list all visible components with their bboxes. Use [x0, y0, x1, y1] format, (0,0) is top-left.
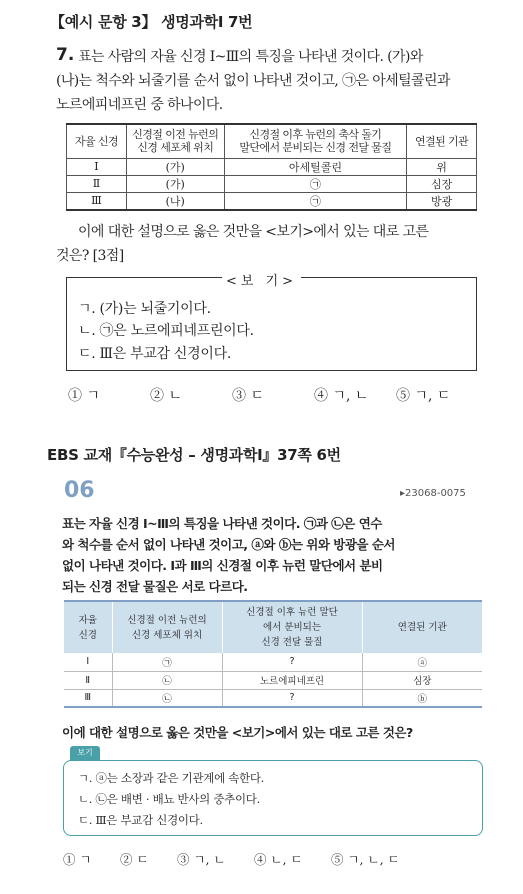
table-row	[64, 671, 482, 689]
autonomic-nerve-table-2	[64, 600, 482, 708]
table-cell: 아세틸콜린	[224, 158, 407, 175]
table-row	[64, 653, 482, 671]
table-cell: ⓐ	[362, 653, 482, 671]
table-cell: (가)	[126, 158, 224, 175]
table1-header-cell-body: 신경절 이전 뉴런의 신경 세포체 위치	[126, 124, 224, 158]
bogi2-item-3: ㄷ. Ⅲ은 부교감 신경이다.	[78, 813, 203, 827]
autonomic-nerve-table-1	[66, 123, 477, 211]
table-cell: Ⅰ	[64, 653, 112, 671]
prompt-line-2: 것은? [3점]	[56, 248, 124, 264]
table-cell: ?	[222, 689, 362, 707]
table-cell: (가)	[126, 175, 224, 192]
table-cell: ㉠	[224, 175, 407, 192]
answer-option-2[interactable]: ② ㄴ	[150, 388, 182, 404]
table-row	[67, 175, 477, 192]
problem-number: 06	[64, 478, 95, 503]
table2-header-cell-body: 신경절 이전 뉴런의 신경 세포체 위치	[112, 601, 222, 653]
table-cell: ㉠	[224, 192, 407, 210]
bogi-item-1: ㄱ. (가)는 뇌줄기이다.	[78, 301, 211, 317]
table-cell: Ⅱ	[64, 671, 112, 689]
answer-option-4[interactable]: ④ ㄱ, ㄴ	[314, 388, 369, 404]
prompt-line-1: 이에 대한 설명으로 옳은 것만을 <보기>에서 있는 대로 고른	[78, 224, 429, 240]
answer-option-4[interactable]: ④ ㄴ, ㄷ	[254, 852, 303, 867]
table-cell: (나)	[126, 192, 224, 210]
question-line-3: 노르에피네프린 중 하나이다.	[56, 97, 223, 113]
problem-line-4: 되는 신경 전달 물질은 서로 다르다.	[62, 579, 248, 594]
answer-option-2[interactable]: ② ㄷ	[120, 852, 149, 867]
question-line-2: (나)는 척수와 뇌줄기를 순서 없이 나타낸 것이고, ㉠은 아세틸콜린과	[56, 73, 450, 89]
problem-prompt: 이에 대한 설명으로 옳은 것만을 <보기>에서 있는 대로 고른 것은?	[62, 725, 413, 740]
table-row	[67, 192, 477, 210]
ebs-heading: EBS 교재『수능완성 – 생명과학Ⅰ』37쪽 6번	[47, 446, 341, 464]
table1-header-nerve: 자율 신경	[67, 124, 127, 158]
table-cell: 방광	[407, 192, 477, 210]
bogi-label: 보기	[70, 746, 100, 760]
table-cell: Ⅱ	[67, 175, 127, 192]
answer-option-5[interactable]: ⑤ ㄱ, ㄷ	[396, 388, 451, 404]
table1-header-organ: 연결된 기관	[407, 124, 477, 158]
table-cell: 위	[407, 158, 477, 175]
bogi2-item-2: ㄴ. ㉡은 배변 · 배뇨 반사의 중추이다.	[78, 792, 260, 806]
answer-option-1[interactable]: ① ㄱ	[63, 852, 92, 867]
answer-option-1[interactable]: ① ㄱ	[68, 388, 100, 404]
bogi-title: <보 기>	[222, 270, 301, 289]
table-cell: Ⅰ	[67, 158, 127, 175]
table-cell: ⓑ	[362, 689, 482, 707]
bogi-item-3: ㄷ. Ⅲ은 부교감 신경이다.	[78, 346, 231, 362]
problem-line-2: 와 척수를 순서 없이 나타낸 것이고, ⓐ와 ⓑ는 위와 방광을 순서	[62, 537, 395, 552]
table-cell: 심장	[407, 175, 477, 192]
problem-code: ▸23068-0075	[400, 488, 466, 499]
bogi2-item-1: ㄱ. ⓐ는 소장과 같은 기관계에 속한다.	[78, 771, 265, 785]
table-cell: 노르에피네프린	[222, 671, 362, 689]
table-cell: ?	[222, 653, 362, 671]
answer-option-3[interactable]: ③ ㄱ, ㄴ	[177, 852, 226, 867]
problem-line-3: 없이 나타낸 것이다. Ⅰ과 Ⅲ의 신경절 이후 뉴런 말단에서 분비	[62, 558, 383, 573]
question-number: 7.	[56, 45, 75, 65]
bogi-item-2: ㄴ. ㉠은 노르에피네프린이다.	[78, 323, 254, 339]
table-cell: Ⅲ	[67, 192, 127, 210]
table2-header-neurotransmitter: 신경절 이후 뉴런 말단 에서 분비되는 신경 전달 물질	[222, 601, 362, 653]
problem-line-1: 표는 자율 신경 Ⅰ~Ⅲ의 특징을 나타낸 것이다. ㉠과 ㉡은 연수	[62, 516, 382, 531]
table-row	[64, 689, 482, 707]
table2-header-nerve: 자율 신경	[64, 601, 112, 653]
table-cell: ㉡	[112, 689, 222, 707]
example-heading: 【예시 문항 3】 생명과학Ⅰ 7번	[50, 13, 253, 31]
table-cell: Ⅲ	[64, 689, 112, 707]
table-cell: 심장	[362, 671, 482, 689]
answer-option-3[interactable]: ③ ㄷ	[232, 388, 264, 404]
table-row	[67, 158, 477, 175]
question-line-1: 표는 사람의 자율 신경 Ⅰ~Ⅲ의 특징을 나타낸 것이다. (가)와	[78, 49, 423, 65]
answer-option-5[interactable]: ⑤ ㄱ, ㄴ, ㄷ	[331, 852, 400, 867]
table-cell: ㉡	[112, 671, 222, 689]
table-cell: ㉠	[112, 653, 222, 671]
table2-header-organ: 연결된 기관	[362, 601, 482, 653]
table1-header-neurotransmitter: 신경절 이후 뉴런의 축삭 돌기 말단에서 분비되는 신경 전달 물질	[224, 124, 407, 158]
